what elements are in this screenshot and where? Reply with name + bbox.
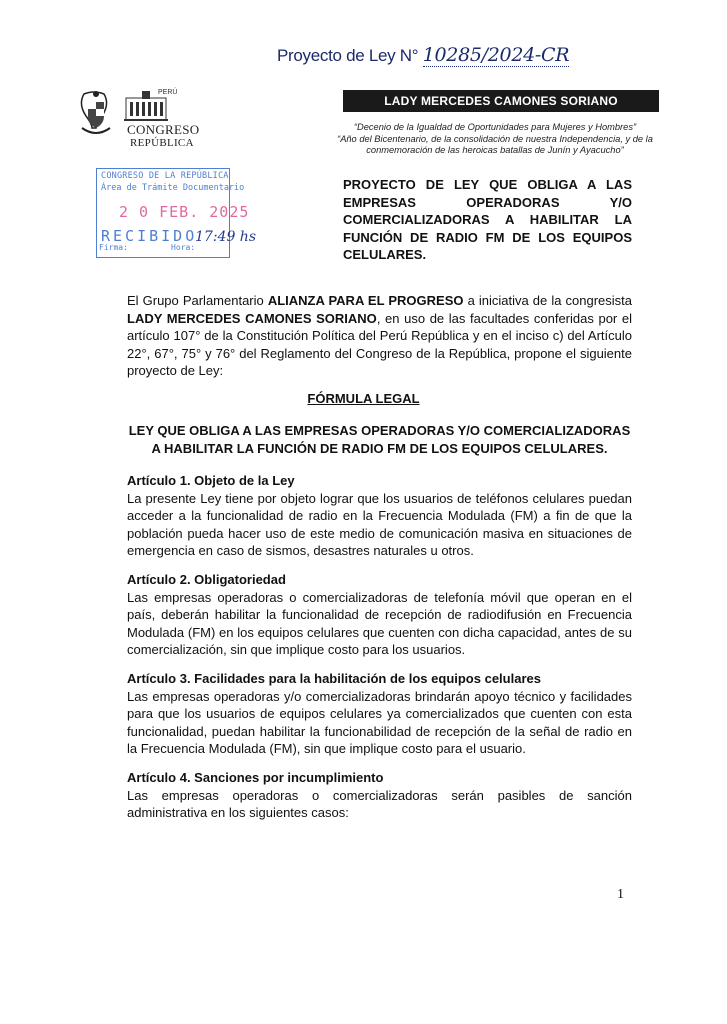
project-label: Proyecto de Ley N° — [277, 46, 419, 65]
decree-line-1: “Decenio de la Igualdad de Oportunidades para Mujeres y Hombres” — [353, 122, 637, 132]
article-1 — [127, 472, 632, 560]
decree-text — [330, 122, 660, 157]
project-number — [277, 44, 569, 66]
stamp-hora-label: Hora: — [171, 243, 196, 252]
stamp-line-2: Área de Trámite Documentario — [101, 183, 245, 193]
logo-republica-text: REPÚBLICA — [130, 137, 194, 149]
article-heading: Artículo 2. Obligatoriedad — [127, 572, 286, 587]
article-text: La presente Ley tiene por objeto lograr que los usuarios de teléfonos celulares puedan acceder a la funcionalidad de radio en la Frecuencia Modulada (FM) a fin de que la población pueda hacer uso de este medio de comunicación masiva en situaciones de emergencia en caso de sismos, desastres naturales u otros. — [127, 490, 632, 558]
article-2 — [127, 571, 632, 659]
article-heading: Artículo 3. Facilidades para la habilitación de los equipos celulares — [127, 671, 541, 686]
article-3 — [127, 670, 632, 758]
intro-group: ALIANZA PARA EL PROGRESO — [267, 293, 464, 308]
article-text: Las empresas operadoras o comercializadoras de telefonía móvil que operan en el país, deberán habilitar la funcionalidad de recepción de radiodifusión en Frecuencia Modulada (FM) en los equipos celulares que cuenten con dicha capacidad, antes de su comercialización, sin que implique costo para los usuarios. — [127, 589, 632, 657]
stamp-received: RECIBIDO — [101, 227, 198, 245]
logo-congreso-text: CONGRESO — [127, 122, 200, 137]
intro-part-2: a iniciativa de la congresista — [463, 293, 632, 308]
formula-heading: FÓRMULA LEGAL — [307, 391, 420, 406]
reception-stamp — [96, 168, 256, 258]
article-text: Las empresas operadoras o comercializadoras serán pasibles de sanción administrativa en los siguientes casos: — [127, 787, 632, 820]
article-heading: Artículo 1. Objeto de la Ley — [127, 473, 295, 488]
page-number: 1 — [617, 887, 624, 902]
name-banner: LADY MERCEDES CAMONES SORIANO — [343, 90, 659, 112]
logo-country: PERÚ — [158, 89, 178, 96]
law-title: LEY QUE OBLIGA A LAS EMPRESAS OPERADORAS Y/O COMERCIALIZADORAS A HABILITAR LA FUNCIÓN DE RADIO FM DE LOS EQUIPOS CELULARES. — [128, 423, 631, 456]
article-4 — [127, 769, 632, 822]
intro-part-3: , en uso de las facultades conferidas por el artículo 107° de la Constitución Política del Perú República y en el inciso c) del Artículo 22°, 67°, 75° y 76° del Reglamento del Congreso de la República, propone el siguiente proyecto de Ley: — [127, 310, 632, 378]
stamp-line-1: CONGRESO DE LA REPÚBLICA — [101, 171, 229, 181]
project-number-handwritten: 10285/2024-CR — [422, 44, 570, 66]
decree-line-2: “Año del Bicentenario, de la consolidación de nuestra Independencia, y de la conmemoración de las heroicas batallas de Junín y Ayacucho” — [337, 133, 653, 155]
article-heading: Artículo 4. Sanciones por incumplimiento — [127, 770, 384, 785]
stamp-handwritten-time: 17:49 hs — [195, 229, 256, 245]
article-text: Las empresas operadoras y/o comercializadoras brindarán apoyo técnico y facilidades para que los usuarios de equipos celulares ya comercializados que cuenten con esta funcionalidad, puedan habilitar la funcionabilidad de recepción de la señal de radio en la Frecuencia Modulada (FM), sin que implique costo para el usuario. — [127, 688, 632, 756]
intro-paragraph — [127, 292, 632, 380]
intro-name: LADY MERCEDES CAMONES SORIANO — [127, 310, 377, 326]
intro-part-1: El Grupo Parlamentario — [127, 293, 268, 308]
project-title: PROYECTO DE LEY QUE OBLIGA A LAS EMPRESAS OPERADORAS Y/O COMERCIALIZADORAS A HABILITAR LA FUNCIÓN DE RADIO FM DE LOS EQUIPOS CELULARES. — [343, 177, 632, 262]
stamp-firma-label: Firma: — [99, 243, 128, 252]
stamp-date: 2 0 FEB. 2025 — [119, 203, 250, 221]
